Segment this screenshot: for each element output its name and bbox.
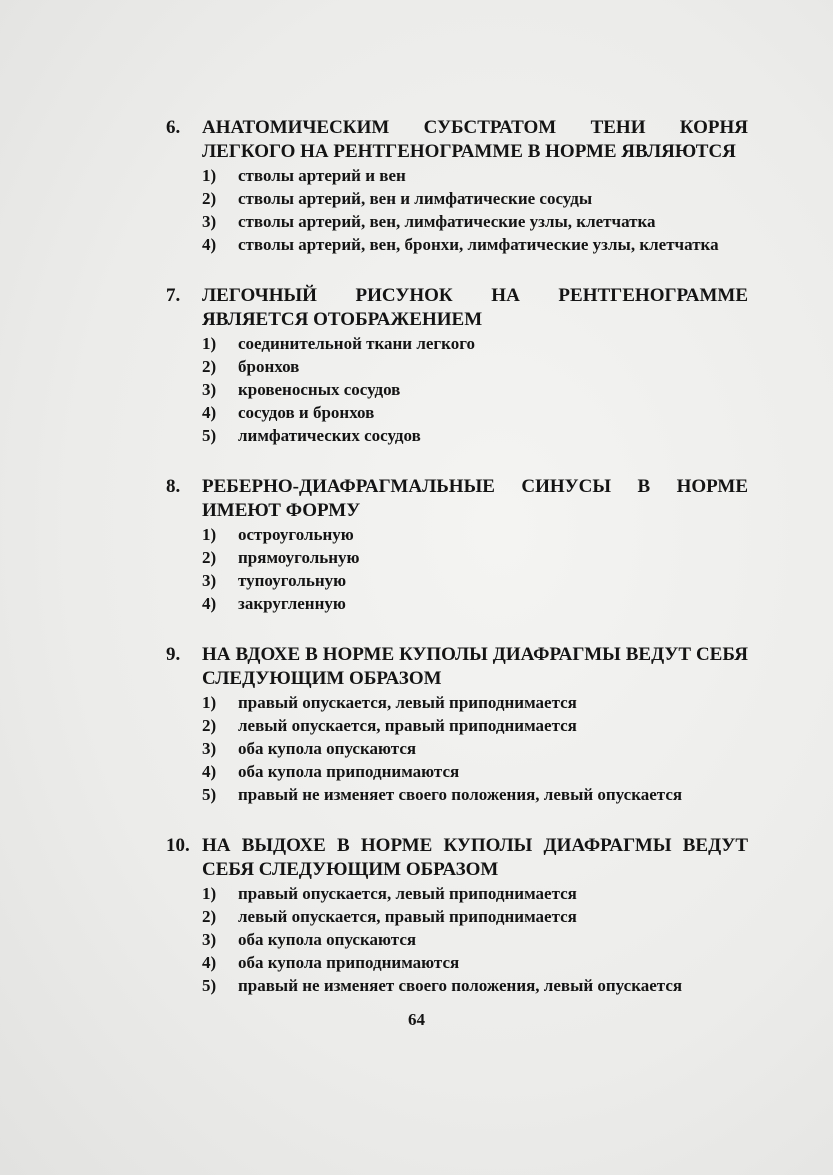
answer-number: 1) bbox=[202, 884, 217, 903]
answer-text: бронхов bbox=[238, 357, 300, 376]
answer-number: 1) bbox=[202, 166, 217, 185]
answer-number: 4) bbox=[202, 953, 217, 972]
answer-item bbox=[166, 187, 748, 210]
answer-text: соединительной ткани легкого bbox=[238, 334, 476, 353]
answer-list bbox=[166, 523, 748, 615]
answer-item bbox=[166, 233, 748, 256]
answer-list bbox=[166, 882, 748, 997]
answer-text: стволы артерий, вен, лимфатические узлы, клетчатка bbox=[238, 212, 656, 231]
question-heading bbox=[166, 475, 748, 523]
answer-text: сосудов и бронхов bbox=[238, 403, 375, 422]
answer-number: 2) bbox=[202, 907, 217, 926]
answer-text: стволы артерий и вен bbox=[238, 166, 406, 185]
question-text: НА ВДОХЕ В НОРМЕ КУПОЛЫ ДИАФРАГМЫ ВЕДУТ СЕБЯ СЛЕДУЮЩИМ ОБРАЗОМ bbox=[202, 644, 748, 689]
answer-text: оба купола опускаются bbox=[238, 739, 417, 758]
question-number: 9. bbox=[166, 644, 181, 665]
answer-number: 4) bbox=[202, 762, 217, 781]
answer-text: правый не изменяет своего положения, левый опускается bbox=[238, 976, 683, 995]
answer-number: 5) bbox=[202, 976, 217, 995]
answer-number: 1) bbox=[202, 693, 217, 712]
answer-text: прямоугольную bbox=[238, 548, 360, 567]
answer-text: лимфатических сосудов bbox=[238, 426, 421, 445]
answer-text: оба купола опускаются bbox=[238, 930, 417, 949]
answer-list bbox=[166, 332, 748, 447]
answer-text: закругленную bbox=[238, 594, 346, 613]
answer-text: левый опускается, правый приподнимается bbox=[238, 716, 577, 735]
answer-item bbox=[166, 569, 748, 592]
answer-item bbox=[166, 424, 748, 447]
question-9 bbox=[166, 643, 748, 806]
question-6 bbox=[166, 116, 748, 256]
question-number: 7. bbox=[166, 285, 181, 306]
answer-item bbox=[166, 210, 748, 233]
question-10 bbox=[166, 834, 748, 997]
answer-text: правый опускается, левый приподнимается bbox=[238, 693, 577, 712]
answer-text: правый опускается, левый приподнимается bbox=[238, 884, 577, 903]
answer-item bbox=[166, 523, 748, 546]
question-number: 8. bbox=[166, 476, 181, 497]
answer-text: кровеносных сосудов bbox=[238, 380, 401, 399]
answer-item bbox=[166, 546, 748, 569]
answer-number: 3) bbox=[202, 739, 217, 758]
answer-item bbox=[166, 928, 748, 951]
answer-item bbox=[166, 783, 748, 806]
question-text: РЕБЕРНО-ДИАФРАГМАЛЬНЫЕ СИНУСЫ В НОРМЕ ИМЕЮТ ФОРМУ bbox=[202, 476, 748, 521]
answer-number: 1) bbox=[202, 525, 217, 544]
answer-item bbox=[166, 691, 748, 714]
answer-item bbox=[166, 760, 748, 783]
answer-number: 3) bbox=[202, 380, 217, 399]
answer-text: оба купола приподнимаются bbox=[238, 953, 460, 972]
question-8 bbox=[166, 475, 748, 615]
answer-number: 4) bbox=[202, 235, 217, 254]
answer-list bbox=[166, 691, 748, 806]
answer-item bbox=[166, 592, 748, 615]
answer-item bbox=[166, 355, 748, 378]
page-number: 64 bbox=[408, 1010, 425, 1029]
answer-text: стволы артерий, вен, бронхи, лимфатические узлы, клетчатка bbox=[238, 235, 719, 254]
answer-item bbox=[166, 905, 748, 928]
question-number: 10. bbox=[166, 835, 190, 856]
answer-text: стволы артерий, вен и лимфатические сосуды bbox=[238, 189, 593, 208]
answer-number: 5) bbox=[202, 426, 217, 445]
answer-number: 2) bbox=[202, 357, 217, 376]
answer-number: 3) bbox=[202, 212, 217, 231]
answer-number: 2) bbox=[202, 189, 217, 208]
answer-item bbox=[166, 882, 748, 905]
answer-text: правый не изменяет своего положения, левый опускается bbox=[238, 785, 683, 804]
answer-number: 3) bbox=[202, 571, 217, 590]
answer-text: тупоугольную bbox=[238, 571, 347, 590]
questions-list bbox=[166, 116, 748, 997]
answer-item bbox=[166, 332, 748, 355]
question-text: АНАТОМИЧЕСКИМ СУБСТРАТОМ ТЕНИ КОРНЯ ЛЕГКОГО НА РЕНТГЕНОГРАММЕ В НОРМЕ ЯВЛЯЮТСЯ bbox=[202, 117, 748, 162]
answer-number: 5) bbox=[202, 785, 217, 804]
answer-number: 1) bbox=[202, 334, 217, 353]
answer-item bbox=[166, 974, 748, 997]
answer-list bbox=[166, 164, 748, 256]
question-heading bbox=[166, 834, 748, 882]
answer-item bbox=[166, 164, 748, 187]
answer-number: 2) bbox=[202, 548, 217, 567]
question-text: ЛЕГОЧНЫЙ РИСУНОК НА РЕНТГЕНОГРАММЕ ЯВЛЯЕТСЯ ОТОБРАЖЕНИЕМ bbox=[202, 285, 748, 330]
question-heading bbox=[166, 643, 748, 691]
answer-number: 3) bbox=[202, 930, 217, 949]
question-heading bbox=[166, 116, 748, 164]
answer-item bbox=[166, 401, 748, 424]
question-7 bbox=[166, 284, 748, 447]
answer-number: 4) bbox=[202, 403, 217, 422]
answer-item bbox=[166, 737, 748, 760]
question-heading bbox=[166, 284, 748, 332]
answer-text: левый опускается, правый приподнимается bbox=[238, 907, 577, 926]
answer-number: 4) bbox=[202, 594, 217, 613]
answer-item bbox=[166, 714, 748, 737]
question-number: 6. bbox=[166, 117, 181, 138]
answer-number: 2) bbox=[202, 716, 217, 735]
answer-item bbox=[166, 951, 748, 974]
answer-text: оба купола приподнимаются bbox=[238, 762, 460, 781]
answer-text: остроугольную bbox=[238, 525, 354, 544]
answer-item bbox=[166, 378, 748, 401]
question-text: НА ВЫДОХЕ В НОРМЕ КУПОЛЫ ДИАФРАГМЫ ВЕДУТ СЕБЯ СЛЕДУЮЩИМ ОБРАЗОМ bbox=[202, 835, 748, 880]
